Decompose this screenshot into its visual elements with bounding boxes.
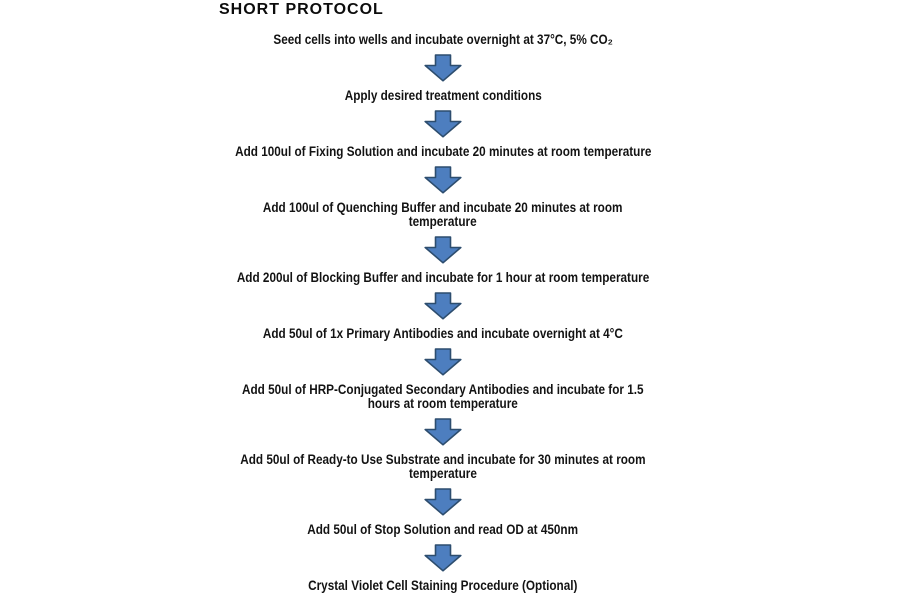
step-text: Crystal Violet Cell Staining Procedure (Optional) [308,578,578,593]
down-arrow-shape [425,545,461,571]
step-text: Add 50ul of 1x Primary Antibodies and incubate overnight at 4°C [263,326,623,341]
down-arrow-icon [424,236,462,264]
down-arrow-icon [424,54,462,82]
step-text: Add 50ul of HRP-Conjugated Secondary Antibodies and incubate for 1.5 [242,382,644,397]
step-crystal-violet [308,579,577,593]
step-seed-cells [273,33,613,47]
step-text: Add 100ul of Quenching Buffer and incubate 20 minutes at room [263,200,623,215]
down-arrow-shape [425,349,461,375]
page-title: SHORT PROTOCOL [219,1,384,18]
down-arrow-icon [424,544,462,572]
step-text: Seed cells into wells and incubate overnight at 37°C, 5% CO₂ [273,32,613,47]
down-arrow-shape [425,111,461,137]
down-arrow-shape [425,293,461,319]
down-arrow-shape [425,419,461,445]
step-substrate [240,453,645,481]
step-text: Add 200ul of Blocking Buffer and incubate for 1 hour at room temperature [236,270,650,285]
step-primary-antibodies [263,327,623,341]
down-arrow-shape [425,237,461,263]
step-fixing-solution [235,145,651,159]
step-text: hours at room temperature [367,396,519,411]
step-apply-treatment [344,89,541,103]
step-secondary-antibodies [242,383,644,411]
down-arrow-icon [424,348,462,376]
flowchart-column [0,33,886,593]
step-text: Apply desired treatment conditions [344,88,542,103]
down-arrow-icon [424,110,462,138]
down-arrow-icon [424,418,462,446]
down-arrow-shape [425,167,461,193]
step-text: temperature [409,214,477,229]
step-quenching-buffer [263,201,623,229]
step-stop-solution [308,523,579,537]
down-arrow-icon [424,166,462,194]
step-text: Add 100ul of Fixing Solution and incubate 20 minutes at room temperature [234,144,652,159]
step-text: Add 50ul of Ready-to Use Substrate and incubate for 30 minutes at room [240,452,646,467]
down-arrow-shape [425,489,461,515]
down-arrow-icon [424,292,462,320]
down-arrow-shape [425,55,461,81]
step-blocking-buffer [237,271,649,285]
down-arrow-icon [424,488,462,516]
step-text: temperature [409,466,477,481]
step-text: Add 50ul of Stop Solution and read OD at 450nm [307,522,579,537]
